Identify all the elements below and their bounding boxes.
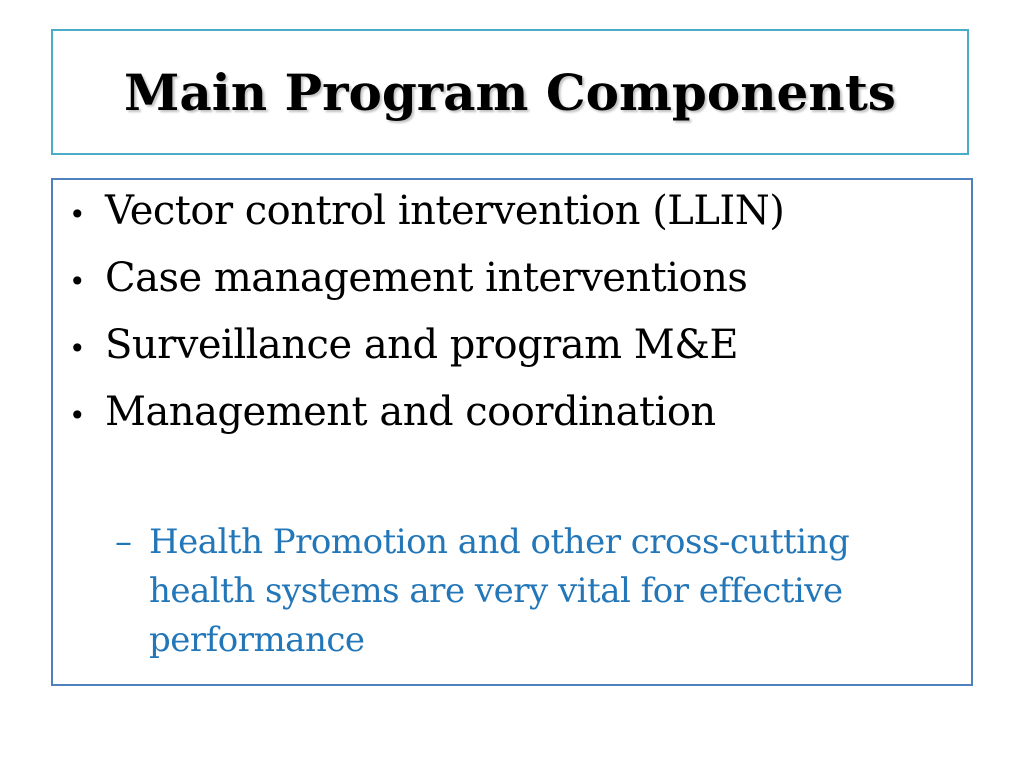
bullet-marker: •: [69, 198, 86, 231]
bullet-item: [65, 188, 784, 255]
bullet-item: [65, 255, 784, 322]
bullet-text: Vector control intervention (LLIN): [105, 188, 785, 234]
bullet-text: Management and coordination: [105, 389, 716, 435]
slide-title: Main Program Components: [124, 62, 896, 122]
sub-bullet-marker: –: [115, 522, 132, 562]
title-placeholder[interactable]: [51, 29, 969, 155]
bullet-text: Surveillance and program M&E: [105, 322, 739, 368]
bullet-item: [65, 322, 784, 389]
bullet-text: Case management interventions: [105, 255, 748, 301]
bullet-marker: •: [69, 265, 86, 298]
content-placeholder[interactable]: [51, 178, 973, 686]
sub-bullet-item: [115, 518, 955, 665]
bullet-marker: •: [69, 399, 86, 432]
bullet-item: [65, 389, 784, 456]
sub-bullet-text: Health Promotion and other cross-cutting health systems are very vital for effective performance: [149, 522, 850, 660]
bullet-list: [65, 188, 784, 456]
bullet-marker: •: [69, 332, 86, 365]
